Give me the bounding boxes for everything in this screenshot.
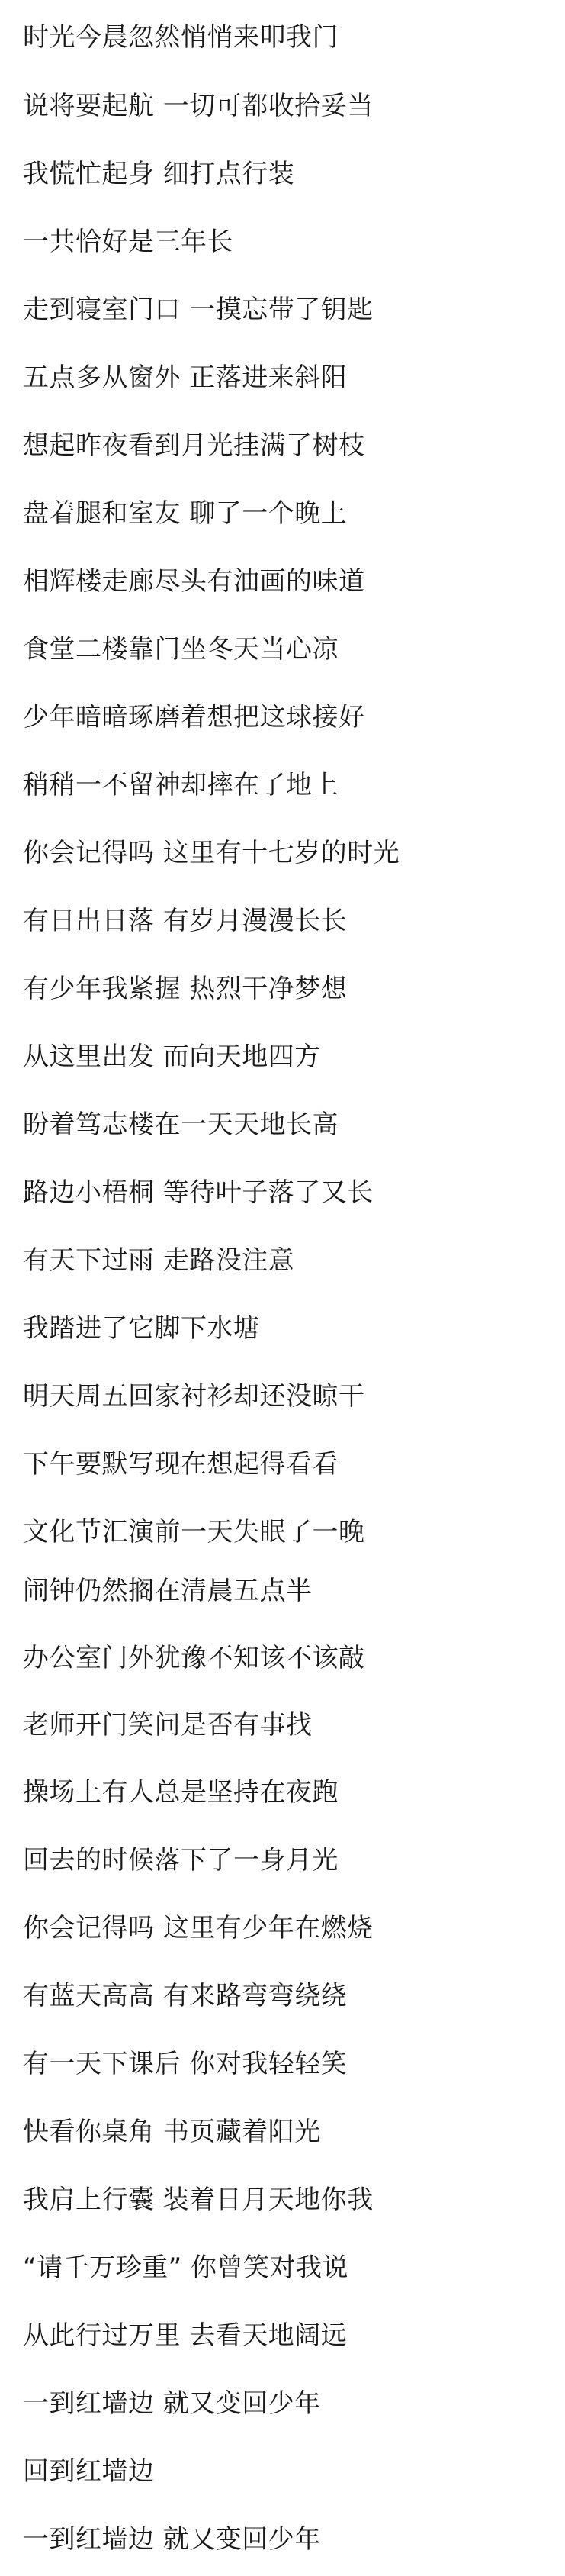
lyric-line: 有日出日落 有岁月漫漫长长 <box>23 906 348 936</box>
lyric-line: 一到红墙边 就又变回少年 <box>23 2524 321 2555</box>
lyric-line: 一共恰好是三年长 <box>23 227 233 257</box>
lyric-line: 闹钟仍然搁在清晨五点半 <box>23 1576 313 1606</box>
lyric-line: 五点多从窗外 正落进来斜阳 <box>23 362 348 393</box>
lyric-line: 走到寝室门口 一摸忘带了钥匙 <box>23 295 374 325</box>
lyric-line: 回去的时候落下了一身月光 <box>23 1845 339 1876</box>
lyric-line: 有一天下课后 你对我轻轻笑 <box>23 2049 348 2079</box>
lyric-line: 文化节汇演前一天失眠了一晚 <box>23 1517 365 1547</box>
lyric-line: 你会记得吗 这里有少年在燃烧 <box>23 1913 374 1943</box>
lyric-line: 有蓝天高高 有来路弯弯绕绕 <box>23 1981 348 2011</box>
lyric-line: 盼着笃志楼在一天天地长高 <box>23 1109 339 1140</box>
lyric-line: 快看你桌角 书页藏着阳光 <box>23 2117 321 2147</box>
lyric-line: 盘着腿和室友 聊了一个晚上 <box>23 498 348 529</box>
lyric-line: 有天下过雨 走路没注意 <box>23 1245 295 1276</box>
lyric-line: 少年暗暗琢磨着想把这球接好 <box>23 702 365 733</box>
lyric-line: 办公室门外犹豫不知该不该敲 <box>23 1643 365 1673</box>
lyric-line: 明天周五回家衬衫却还没晾干 <box>23 1381 365 1412</box>
lyric-line: 从这里出发 而向天地四方 <box>23 1042 321 1072</box>
lyric-line: 相辉楼走廊尽头有油画的味道 <box>23 566 365 597</box>
lyric-line: 我慌忙起身 细打点行装 <box>23 159 295 189</box>
lyric-line: 老师开门笑问是否有事找 <box>23 1710 313 1740</box>
lyric-line: 你会记得吗 这里有十七岁的时光 <box>23 838 400 868</box>
lyric-line: 下午要默写现在想起得看看 <box>23 1449 339 1480</box>
lyric-line: “请千万珍重” 你曾笑对我说 <box>23 2252 349 2283</box>
lyric-line: 食堂二楼靠门坐冬天当心凉 <box>23 634 339 665</box>
lyric-line: 我肩上行囊 装着日月天地你我 <box>23 2185 374 2215</box>
lyric-line: 我踏进了它脚下水塘 <box>23 1313 260 1344</box>
lyric-line: 说将要起航 一切可都收拾妥当 <box>23 91 374 121</box>
lyric-line: 一到红墙边 就又变回少年 <box>23 2388 321 2419</box>
lyric-line: 稍稍一不留神却摔在了地上 <box>23 770 339 800</box>
lyric-line: 时光今晨忽然悄悄来叩我门 <box>23 22 339 53</box>
lyric-line: 想起昨夜看到月光挂满了树枝 <box>23 430 365 461</box>
lyric-line: 操场上有人总是坚持在夜跑 <box>23 1777 339 1808</box>
lyric-line: 有少年我紧握 热烈干净梦想 <box>23 974 348 1004</box>
lyric-line: 回到红墙边 <box>23 2456 155 2487</box>
lyric-line: 从此行过万里 去看天地阔远 <box>23 2320 348 2351</box>
lyric-line: 路边小梧桐 等待叶子落了又长 <box>23 1177 374 1208</box>
